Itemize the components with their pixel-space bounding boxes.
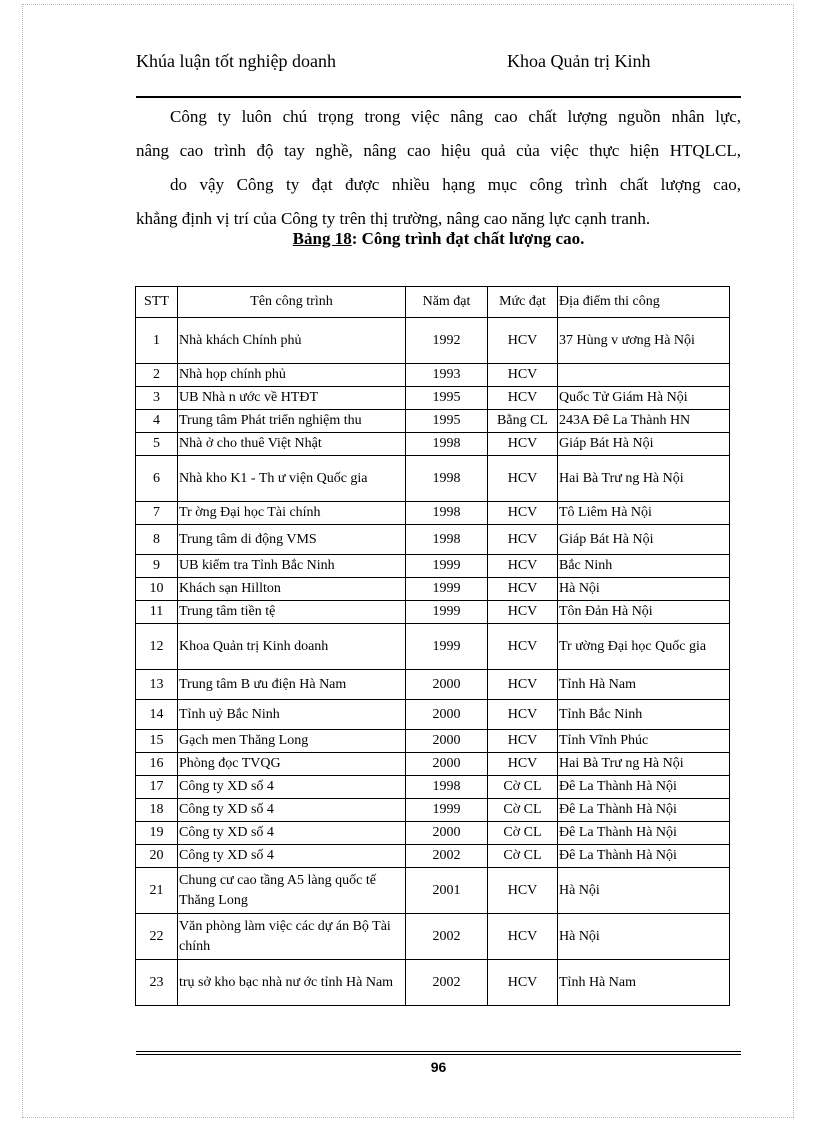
table-row bbox=[136, 525, 730, 555]
cell-stt: 1 bbox=[136, 318, 178, 364]
cell-year: 1993 bbox=[406, 364, 488, 387]
cell-name: Nhà họp chính phủ bbox=[178, 364, 406, 387]
cell-name: Khách sạn Hillton bbox=[178, 578, 406, 601]
cell-level: HCV bbox=[488, 318, 558, 364]
table-row bbox=[136, 578, 730, 601]
cell-stt: 9 bbox=[136, 555, 178, 578]
paragraph-line: do vậy Công ty đạt được nhiều hạng mục công trình chất lượng cao, bbox=[170, 175, 741, 194]
cell-name: Trung tâm di động VMS bbox=[178, 525, 406, 555]
header-rule bbox=[136, 96, 741, 98]
paragraph-line: Công ty luôn chú trọng trong việc nâng cao chất lượng nguồn nhân lực, bbox=[170, 107, 741, 126]
cell-location: Tỉnh Vĩnh Phúc bbox=[558, 730, 730, 753]
table-row bbox=[136, 730, 730, 753]
cell-level: HCV bbox=[488, 700, 558, 730]
page-border-top bbox=[22, 4, 794, 5]
cell-year: 1998 bbox=[406, 776, 488, 799]
page-border-left bbox=[22, 4, 23, 1117]
cell-level: Cờ CL bbox=[488, 845, 558, 868]
cell-name: Văn phòng làm việc các dự án Bộ Tài chính bbox=[178, 914, 406, 960]
table-row bbox=[136, 799, 730, 822]
table-body bbox=[136, 318, 730, 1006]
cell-name: Công ty XD số 4 bbox=[178, 776, 406, 799]
cell-level: HCV bbox=[488, 914, 558, 960]
cell-year: 1992 bbox=[406, 318, 488, 364]
cell-stt: 2 bbox=[136, 364, 178, 387]
cell-stt: 14 bbox=[136, 700, 178, 730]
cell-location: Tỉnh Bắc Ninh bbox=[558, 700, 730, 730]
header-left-text: Khúa luận tốt nghiệp doanh bbox=[136, 51, 336, 71]
table-row bbox=[136, 776, 730, 799]
cell-stt: 18 bbox=[136, 799, 178, 822]
cell-level: HCV bbox=[488, 624, 558, 670]
cell-year: 1995 bbox=[406, 410, 488, 433]
cell-year: 1998 bbox=[406, 456, 488, 502]
cell-level: HCV bbox=[488, 502, 558, 525]
cell-location: Hà Nội bbox=[558, 914, 730, 960]
table-row bbox=[136, 456, 730, 502]
cell-name: Nhà khách Chính phủ bbox=[178, 318, 406, 364]
cell-level: HCV bbox=[488, 433, 558, 456]
cell-year: 2002 bbox=[406, 960, 488, 1006]
cell-name: Chung cư cao tầng A5 làng quốc tế Thăng Long bbox=[178, 868, 406, 914]
table-row bbox=[136, 700, 730, 730]
table-row bbox=[136, 433, 730, 456]
cell-location: Giáp Bát Hà Nội bbox=[558, 525, 730, 555]
cell-level: HCV bbox=[488, 753, 558, 776]
cell-level: HCV bbox=[488, 555, 558, 578]
cell-location: Tr ường Đại học Quốc gia bbox=[558, 624, 730, 670]
header-year: Năm đạt bbox=[406, 287, 488, 318]
header-stt: STT bbox=[136, 287, 178, 318]
cell-year: 1998 bbox=[406, 525, 488, 555]
cell-year: 1995 bbox=[406, 387, 488, 410]
cell-name: UB Nhà n ước về HTĐT bbox=[178, 387, 406, 410]
cell-year: 2001 bbox=[406, 868, 488, 914]
table-row bbox=[136, 845, 730, 868]
table-row bbox=[136, 364, 730, 387]
header-name: Tên công trình bbox=[178, 287, 406, 318]
table-row bbox=[136, 753, 730, 776]
cell-location: Tô Liêm Hà Nội bbox=[558, 502, 730, 525]
cell-stt: 21 bbox=[136, 868, 178, 914]
cell-location: Tỉnh Hà Nam bbox=[558, 670, 730, 700]
projects-table bbox=[135, 286, 730, 1006]
footer-rule bbox=[136, 1051, 741, 1052]
cell-stt: 13 bbox=[136, 670, 178, 700]
cell-stt: 22 bbox=[136, 914, 178, 960]
table-row bbox=[136, 670, 730, 700]
table-row bbox=[136, 822, 730, 845]
cell-name: Công ty XD số 4 bbox=[178, 799, 406, 822]
cell-stt: 12 bbox=[136, 624, 178, 670]
cell-stt: 10 bbox=[136, 578, 178, 601]
table-caption-text: : Công trình đạt chất lượng cao. bbox=[351, 229, 585, 248]
cell-location: 37 Hùng v ương Hà Nội bbox=[558, 318, 730, 364]
table-header-row bbox=[136, 287, 730, 318]
cell-level: HCV bbox=[488, 730, 558, 753]
cell-year: 1998 bbox=[406, 502, 488, 525]
cell-stt: 8 bbox=[136, 525, 178, 555]
cell-stt: 17 bbox=[136, 776, 178, 799]
table-row bbox=[136, 960, 730, 1006]
cell-location bbox=[558, 364, 730, 387]
cell-name: Tỉnh uỷ Bắc Ninh bbox=[178, 700, 406, 730]
cell-location: Quốc Tử Giám Hà Nội bbox=[558, 387, 730, 410]
header-level: Mức đạt bbox=[488, 287, 558, 318]
cell-name: Công ty XD số 4 bbox=[178, 822, 406, 845]
cell-level: HCV bbox=[488, 578, 558, 601]
cell-year: 2000 bbox=[406, 730, 488, 753]
cell-level: Cờ CL bbox=[488, 822, 558, 845]
table-row bbox=[136, 624, 730, 670]
cell-level: HCV bbox=[488, 601, 558, 624]
cell-year: 2000 bbox=[406, 700, 488, 730]
cell-stt: 6 bbox=[136, 456, 178, 502]
table-caption bbox=[136, 229, 741, 249]
cell-stt: 7 bbox=[136, 502, 178, 525]
cell-location: Bắc Ninh bbox=[558, 555, 730, 578]
cell-level: Cờ CL bbox=[488, 776, 558, 799]
cell-stt: 16 bbox=[136, 753, 178, 776]
cell-level: HCV bbox=[488, 670, 558, 700]
cell-year: 1999 bbox=[406, 799, 488, 822]
cell-name: trụ sở kho bạc nhà nư ớc tỉnh Hà Nam bbox=[178, 960, 406, 1006]
cell-stt: 4 bbox=[136, 410, 178, 433]
table-caption-label: Bảng 18 bbox=[292, 229, 352, 248]
cell-name: Nhà kho K1 - Th ư viện Quốc gia bbox=[178, 456, 406, 502]
table-row bbox=[136, 914, 730, 960]
cell-stt: 19 bbox=[136, 822, 178, 845]
cell-name: Trung tâm B ưu điện Hà Nam bbox=[178, 670, 406, 700]
paragraph-line: khẳng định vị trí của Công ty trên thị trường, nâng cao năng lực cạnh tranh. bbox=[136, 209, 651, 228]
cell-year: 2000 bbox=[406, 753, 488, 776]
cell-stt: 11 bbox=[136, 601, 178, 624]
cell-name: Nhà ở cho thuê Việt Nhật bbox=[178, 433, 406, 456]
header-location: Địa điểm thi công bbox=[558, 287, 730, 318]
cell-stt: 23 bbox=[136, 960, 178, 1006]
cell-level: HCV bbox=[488, 456, 558, 502]
cell-level: HCV bbox=[488, 868, 558, 914]
cell-year: 2000 bbox=[406, 670, 488, 700]
cell-year: 1999 bbox=[406, 601, 488, 624]
cell-location: Đê La Thành Hà Nội bbox=[558, 845, 730, 868]
cell-name: Gạch men Thăng Long bbox=[178, 730, 406, 753]
cell-level: HCV bbox=[488, 960, 558, 1006]
table-row bbox=[136, 502, 730, 525]
cell-year: 2002 bbox=[406, 914, 488, 960]
cell-location: Hai Bà Trư ng Hà Nội bbox=[558, 753, 730, 776]
cell-name: Khoa Quản trị Kinh doanh bbox=[178, 624, 406, 670]
paragraph-line: nâng cao trình độ tay nghề, nâng cao hiệu quả của việc thực hiện HTQLCL, bbox=[136, 141, 741, 160]
cell-location: Giáp Bát Hà Nội bbox=[558, 433, 730, 456]
cell-name: Trung tâm Phát triển nghiệm thu bbox=[178, 410, 406, 433]
cell-location: 243A Đê La Thành HN bbox=[558, 410, 730, 433]
cell-stt: 15 bbox=[136, 730, 178, 753]
cell-name: UB kiểm tra Tỉnh Bắc Ninh bbox=[178, 555, 406, 578]
cell-level: HCV bbox=[488, 387, 558, 410]
table-row bbox=[136, 318, 730, 364]
cell-year: 2002 bbox=[406, 845, 488, 868]
cell-level: HCV bbox=[488, 364, 558, 387]
table-row bbox=[136, 555, 730, 578]
cell-year: 1999 bbox=[406, 555, 488, 578]
cell-location: Đê La Thành Hà Nội bbox=[558, 776, 730, 799]
cell-name: Tr ờng Đại học Tài chính bbox=[178, 502, 406, 525]
cell-year: 1999 bbox=[406, 578, 488, 601]
cell-level: HCV bbox=[488, 525, 558, 555]
table-row bbox=[136, 868, 730, 914]
cell-stt: 3 bbox=[136, 387, 178, 410]
cell-level: Bằng CL bbox=[488, 410, 558, 433]
page-border-bottom bbox=[22, 1117, 794, 1118]
cell-location: Hà Nội bbox=[558, 578, 730, 601]
cell-year: 1998 bbox=[406, 433, 488, 456]
cell-location: Tỉnh Hà Nam bbox=[558, 960, 730, 1006]
cell-stt: 5 bbox=[136, 433, 178, 456]
cell-location: Tôn Đản Hà Nội bbox=[558, 601, 730, 624]
cell-name: Công ty XD số 4 bbox=[178, 845, 406, 868]
cell-year: 1999 bbox=[406, 624, 488, 670]
cell-stt: 20 bbox=[136, 845, 178, 868]
page-border-right bbox=[793, 4, 794, 1117]
cell-location: Hà Nội bbox=[558, 868, 730, 914]
page-number: 96 bbox=[430, 1059, 447, 1075]
cell-level: Cờ CL bbox=[488, 799, 558, 822]
cell-name: Phòng đọc TVQG bbox=[178, 753, 406, 776]
table-row bbox=[136, 601, 730, 624]
footer-rule-double bbox=[136, 1054, 741, 1055]
cell-name: Trung tâm tiền tệ bbox=[178, 601, 406, 624]
body-paragraph bbox=[136, 100, 741, 236]
cell-location: Đê La Thành Hà Nội bbox=[558, 799, 730, 822]
cell-year: 2000 bbox=[406, 822, 488, 845]
cell-location: Hai Bà Trư ng Hà Nội bbox=[558, 456, 730, 502]
header-right-text: Khoa Quản trị Kinh bbox=[507, 51, 651, 71]
table-row bbox=[136, 387, 730, 410]
cell-location: Đê La Thành Hà Nội bbox=[558, 822, 730, 845]
table-row bbox=[136, 410, 730, 433]
